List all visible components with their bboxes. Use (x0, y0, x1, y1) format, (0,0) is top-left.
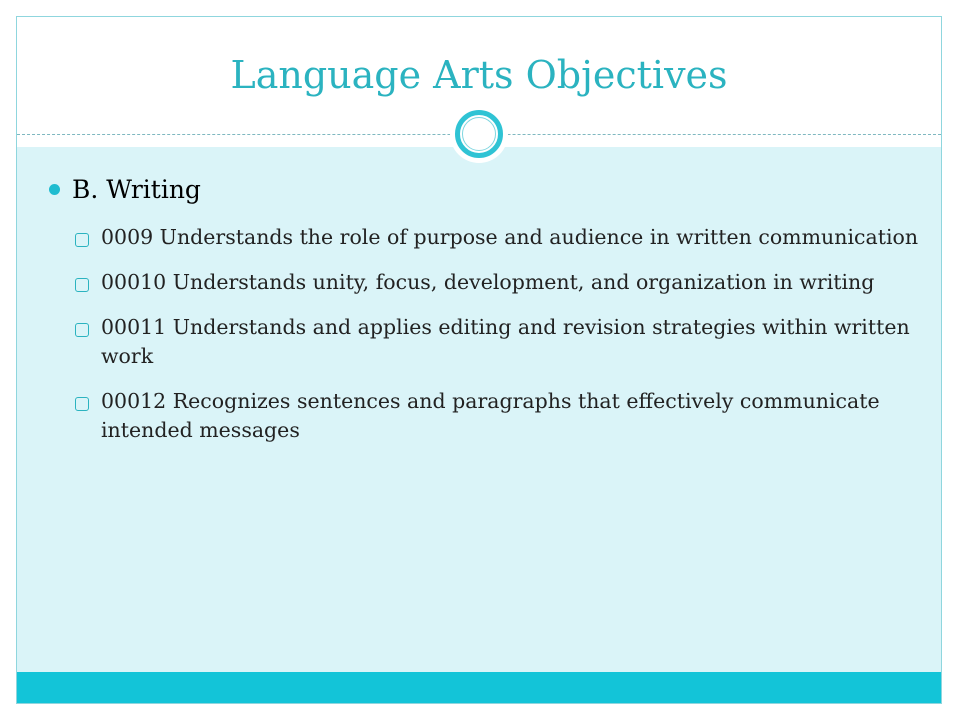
list-item-text: 00010 Understands unity, focus, development, and organization in writing (101, 270, 875, 294)
section-heading (49, 171, 201, 207)
list-item-text: 00011 Understands and applies editing and revision strategies within written work (101, 315, 910, 368)
list-item (75, 268, 935, 297)
slide-frame (16, 16, 942, 704)
circle-bullet-icon (49, 184, 60, 195)
list-item (75, 313, 935, 371)
footer-band (17, 672, 941, 703)
slide-title: Language Arts Objectives (230, 53, 728, 97)
square-bullet-icon (75, 233, 89, 247)
list-item (75, 387, 935, 445)
list-item-text: 0009 Understands the role of purpose and audience in written communication (101, 225, 919, 249)
square-bullet-icon (75, 397, 89, 411)
square-bullet-icon (75, 278, 89, 292)
square-bullet-icon (75, 323, 89, 337)
section-heading-text: B. Writing (72, 174, 201, 204)
objective-list (75, 223, 935, 461)
list-item-text: 00012 Recognizes sentences and paragraphs that effectively communicate intended messages (101, 389, 880, 442)
list-item (75, 223, 935, 252)
ring-inner-outline (462, 117, 496, 151)
